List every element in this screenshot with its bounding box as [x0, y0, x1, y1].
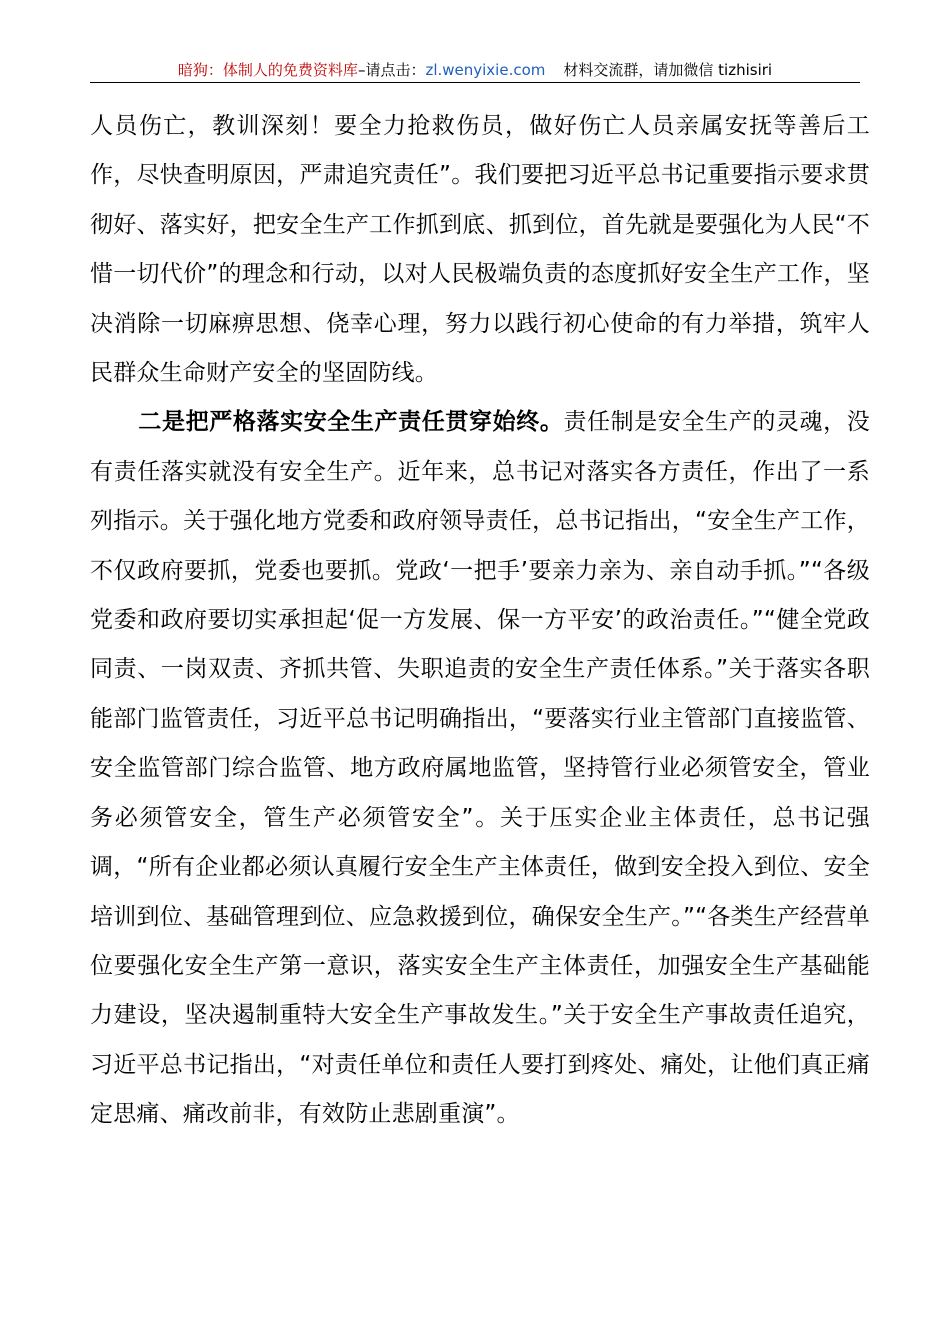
- paragraph-2-text: 责任制是安全生产的灵魂，没有责任落实就没有安全生产。近年来，总书记对落实各方责任，作出了一系列指示。关于强化地方党委和政府领导责任，总书记指出，“安全生产工作，不仅政府要抓，党委也要抓。党政‘一把手’要亲力亲为、亲自动手抓。”“各级党委和政府要切实承担起‘促一方发展、保一方平安’的政治责任。”“健全党政同责、一岗双责、齐抓共管、失职追责的安全生产责任体系。”关于落实各职能部门监管责任，习近平总书记明确指出，“要落实行业主管部门直接监管、安全监管部门综合监管、地方政府属地监管，坚持管行业必须管安全，管业务必须管安全，管生产必须管安全”。关于压实企业主体责任，总书记强调，“所有企业都必须认真履行安全生产主体责任，做到安全投入到位、安全培训到位、基础管理到位、应急救援到位，确保安全生产。”“各类生产经营单位要强化安全生产第一意识，落实安全生产主体责任，加强安全生产基础能力建设，坚决遏制重特大安全生产事故发生。”关于安全生产事故责任追究，习近平总书记指出，“对责任单位和责任人要打到疼处、痛处，让他们真正痛定思痛、痛改前非，有效防止悲剧重演”。: [90, 409, 870, 1128]
- paragraph-1-text: 人员伤亡，教训深刻！要全力抢救伤员，做好伤亡人员亲属安抚等善后工作，尽快查明原因，严肃追究责任”。我们要把习近平总书记重要指示要求贯彻好、落实好，把安全生产工作抓到底、抓到位，首先就是要强化为人民“不惜一切代价”的理念和行动，以对人民极端负责的态度抓好安全生产工作，坚决消除一切麻痹思想、侥幸心理，努力以践行初心使命的有力举措，筑牢人民群众生命财产安全的坚固防线。: [90, 113, 870, 387]
- paragraph-2: [90, 398, 870, 1139]
- header-divider: [90, 82, 860, 83]
- paragraph-1: [90, 102, 870, 398]
- header-brand: 暗狗：体制人的免费资料库: [177, 61, 358, 79]
- document-body: [90, 102, 870, 1140]
- header-contact: 材料交流群，请加微信 tizhisiri: [563, 61, 773, 79]
- paragraph-2-lead: 二是把严格落实安全生产责任贯穿始终。: [138, 409, 564, 436]
- header-link-prefix: –请点击：: [357, 61, 426, 79]
- header-link[interactable]: zl.wenyixie.com: [425, 61, 546, 79]
- page-header: [90, 58, 860, 82]
